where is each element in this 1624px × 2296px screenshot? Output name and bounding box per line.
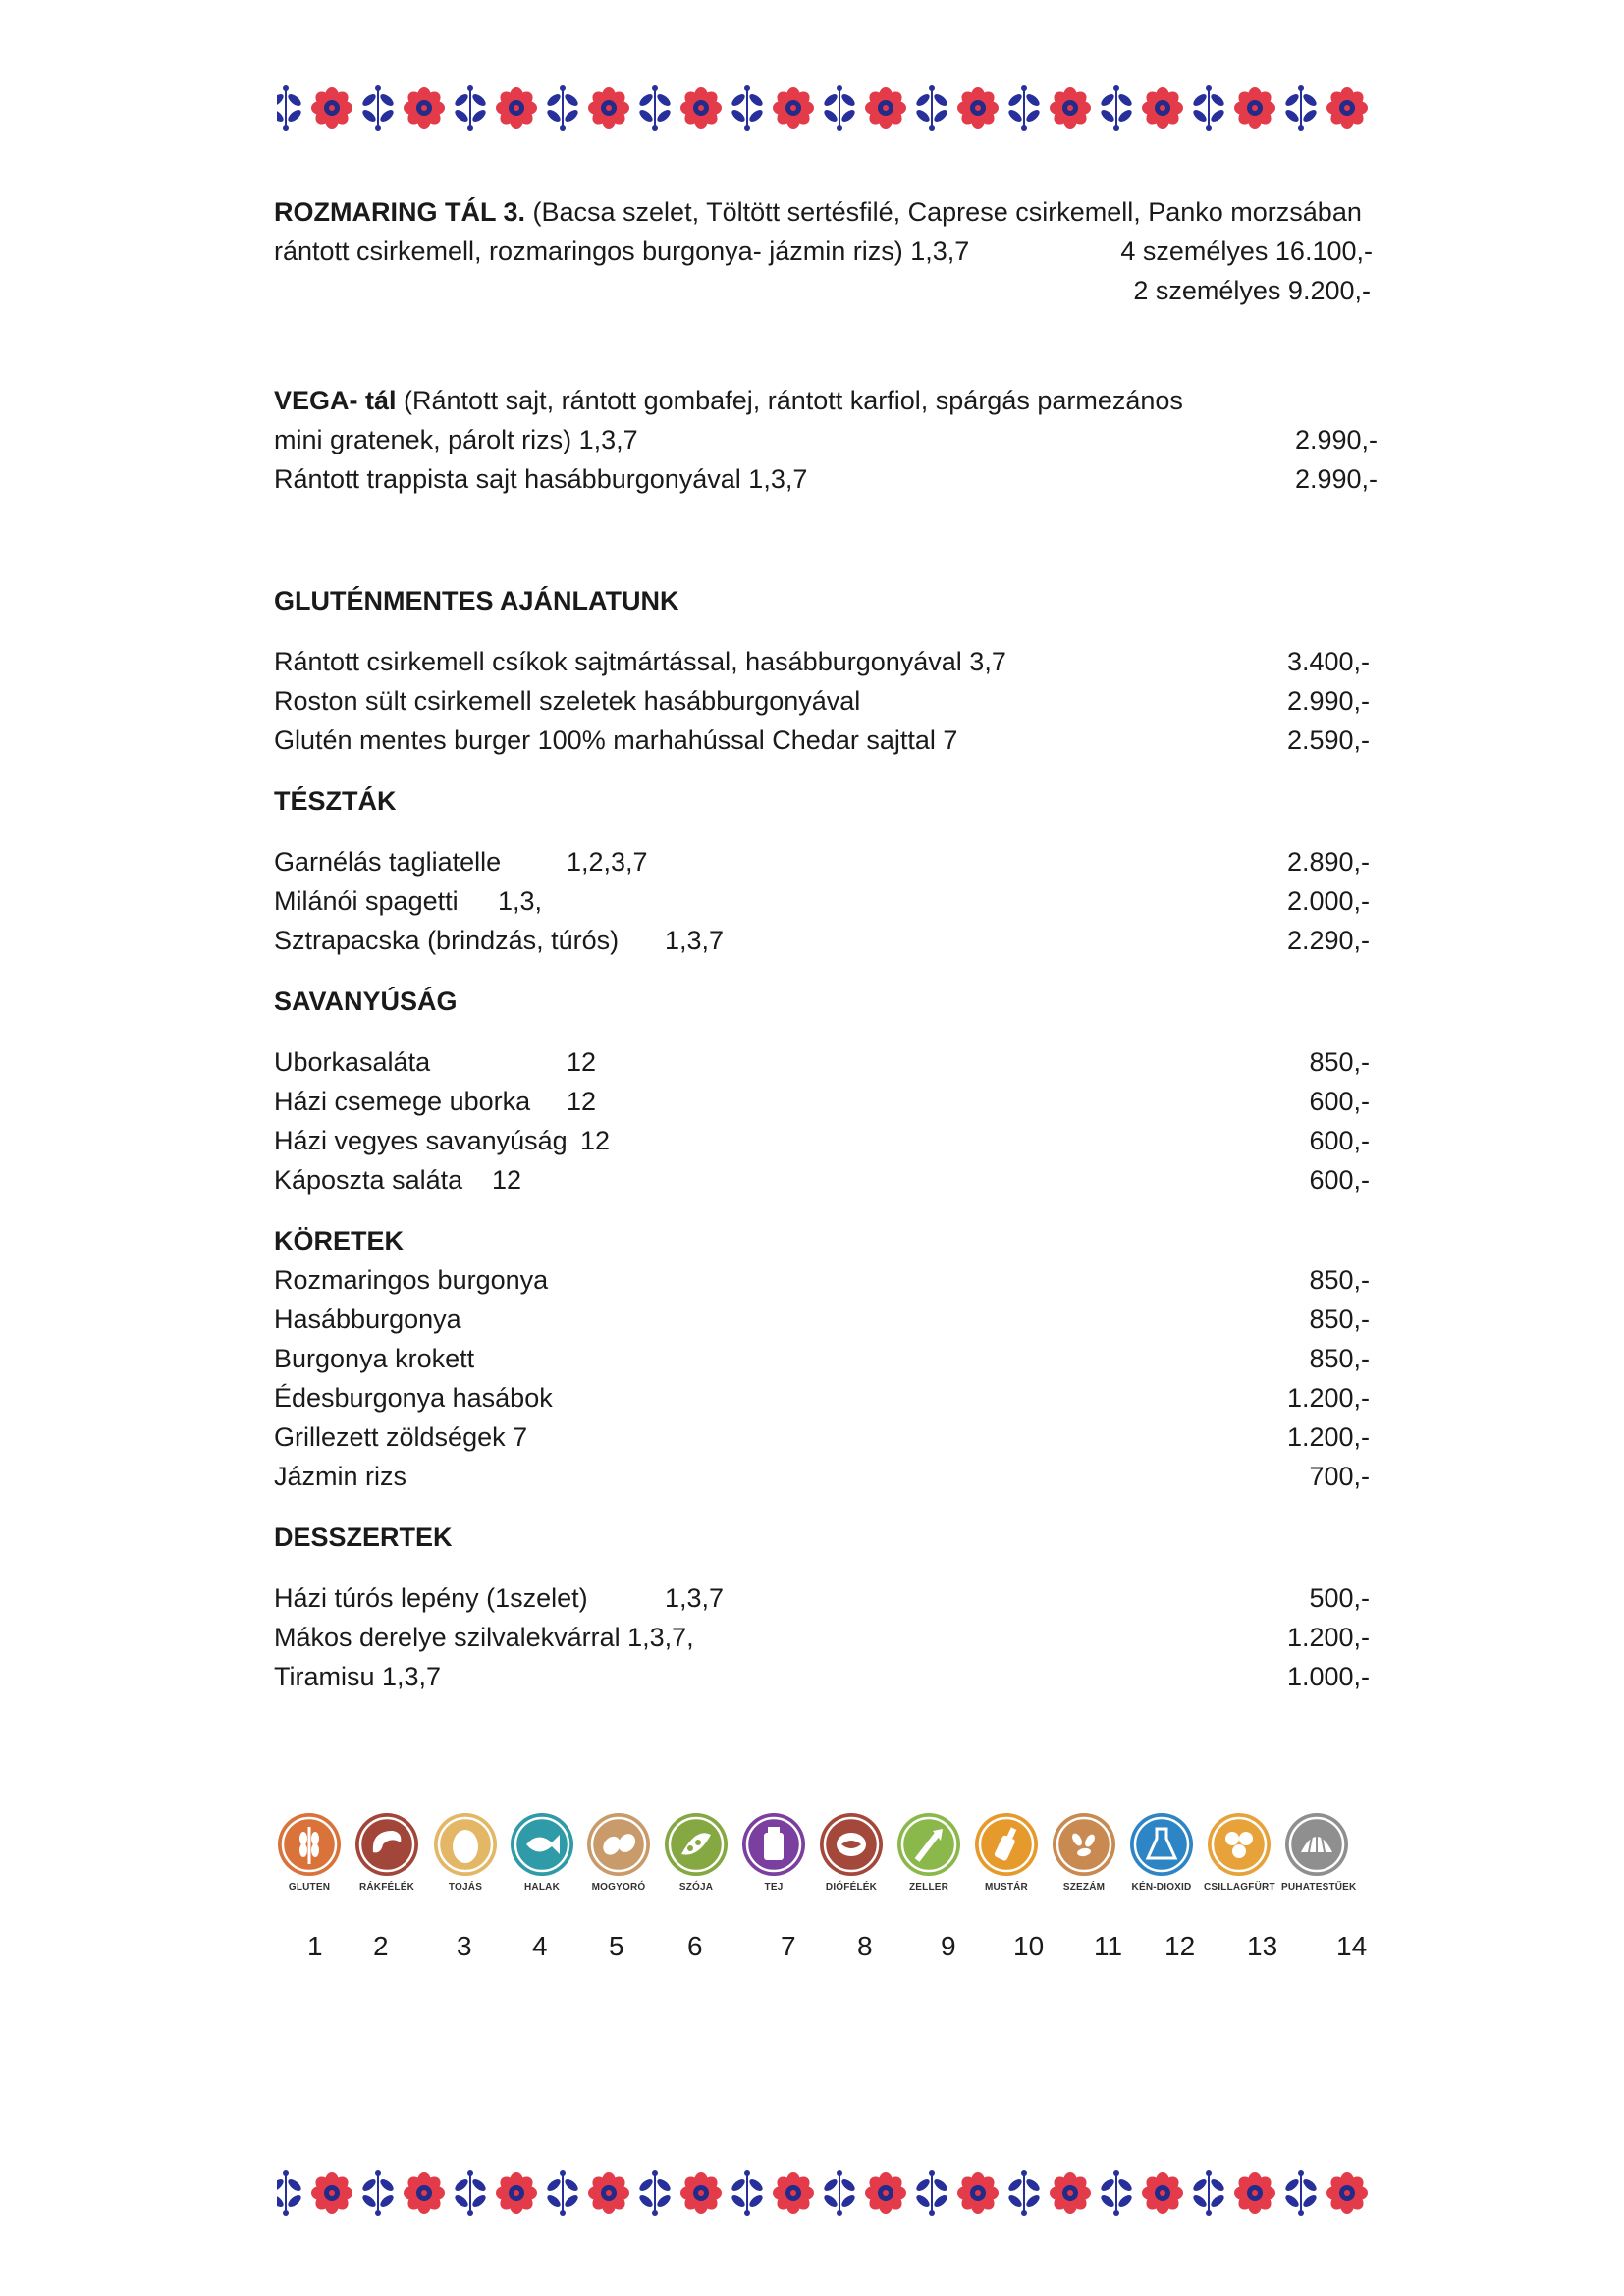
menu-item-name: Roston sült csirkemell szeletek hasábburgonyával <box>274 686 861 716</box>
allergen-label: MUSTÁR <box>985 1882 1028 1893</box>
menu-item-name: Grillezett zöldségek 7 <box>274 1422 528 1452</box>
flower-motif <box>1234 2172 1275 2214</box>
leaf-motif <box>545 85 579 131</box>
lupin-icon <box>1206 1811 1272 1878</box>
menu-item <box>274 842 1378 881</box>
allergen-label: TEJ <box>764 1882 784 1893</box>
flower-motif <box>865 87 906 129</box>
vega-line2 <box>274 420 1378 459</box>
menu-item-price: 500,- <box>1309 1583 1370 1613</box>
menu-item-price: 700,- <box>1309 1462 1370 1491</box>
flower-motif <box>1050 2172 1091 2214</box>
menu-item-price: 600,- <box>1309 1165 1370 1195</box>
allergen-label: SZEZÁM <box>1062 1882 1106 1893</box>
allergen-number: 12 <box>1164 1931 1196 1961</box>
leaf-motif <box>1006 85 1041 131</box>
soy-icon <box>663 1811 730 1878</box>
leaf-motif <box>1099 85 1133 131</box>
allergen-label: PUHATESTŰEK <box>1281 1882 1357 1893</box>
leaf-motif <box>1283 2170 1318 2216</box>
vega-extra <box>274 459 1378 499</box>
folk-border-top <box>277 82 1384 133</box>
wheat-icon <box>276 1811 343 1878</box>
allergen-number: 7 <box>781 1931 796 1961</box>
allergen-label: GLUTEN <box>288 1882 331 1893</box>
menu-item-name: Jázmin rizs <box>274 1462 407 1491</box>
menu-item-name: Édesburgonya hasábok <box>274 1383 553 1413</box>
flower-motif <box>865 2172 906 2214</box>
tesztak-title: TÉSZTÁK <box>274 786 397 816</box>
menu-item-name: Garnélás tagliatelle <box>274 847 502 877</box>
menu-item-name: Milánói spagetti <box>274 886 459 916</box>
nut-icon <box>818 1811 885 1878</box>
menu-item-price: 600,- <box>1309 1087 1370 1116</box>
rozmaring-title: ROZMARING TÁL 3. <box>274 197 525 227</box>
menu-item-price: 850,- <box>1309 1047 1370 1077</box>
menu-item-name: Uborkasaláta <box>274 1047 431 1077</box>
flower-motif <box>680 2172 722 2214</box>
leaf-motif <box>453 2170 487 2216</box>
leaf-motif <box>1006 2170 1041 2216</box>
flower-motif <box>773 2172 814 2214</box>
flower-motif <box>1050 87 1091 129</box>
allergen-number: 4 <box>532 1931 548 1961</box>
menu-item-price: 850,- <box>1309 1305 1370 1334</box>
leaf-motif <box>822 2170 856 2216</box>
celery-icon <box>895 1811 962 1878</box>
menu-item-name: Glutén mentes burger 100% marhahússal Chedar sajttal 7 <box>274 725 958 755</box>
menu-item-price: 2.290,- <box>1286 926 1370 955</box>
glutenmentes-list <box>274 642 1378 760</box>
allergen-label: DIÓFÉLÉK <box>825 1882 878 1893</box>
allergen-number: 10 <box>1013 1931 1045 1961</box>
menu-item-allergens: 1,3, <box>498 886 543 916</box>
leaf-motif <box>1191 2170 1225 2216</box>
allergen-label: KÉN-DIOXID <box>1131 1882 1192 1893</box>
allergen-item <box>583 1811 654 1893</box>
fish-icon <box>509 1811 575 1878</box>
menu-item-price: 600,- <box>1309 1126 1370 1155</box>
allergen-number: 14 <box>1336 1931 1368 1961</box>
rozmaring-price-4: 4 személyes 16.100,- <box>1120 237 1373 266</box>
allergen-label: HALAK <box>524 1882 560 1893</box>
menu-item-allergens: 12 <box>567 1047 597 1077</box>
leaf-motif <box>360 2170 395 2216</box>
allergen-number: 6 <box>687 1931 703 1961</box>
sesame-icon <box>1051 1811 1117 1878</box>
desszertek-title: DESSZERTEK <box>274 1522 453 1552</box>
menu-item-price: 2.990,- <box>1286 686 1370 716</box>
menu-item <box>274 881 1378 921</box>
leaf-motif <box>277 2170 303 2216</box>
menu-page <box>274 192 1378 1696</box>
allergen-item <box>971 1811 1042 1893</box>
allergen-label: CSILLAGFÜRT <box>1204 1882 1275 1893</box>
rozmaring-line3 <box>274 271 1378 310</box>
allergen-item <box>661 1811 731 1893</box>
menu-item-price: 2.890,- <box>1286 847 1370 877</box>
menu-item-name: Hasábburgonya <box>274 1305 461 1334</box>
menu-item <box>274 642 1378 681</box>
flower-motif <box>311 2172 352 2214</box>
menu-item <box>274 1160 1378 1200</box>
allergen-number: 1 <box>307 1931 323 1961</box>
menu-item-price: 3.400,- <box>1286 647 1370 676</box>
flower-motif <box>404 87 445 129</box>
flower-motif <box>496 2172 537 2214</box>
menu-item <box>274 1042 1378 1082</box>
leaf-motif <box>1283 85 1318 131</box>
allergen-number: 2 <box>373 1931 389 1961</box>
menu-item-price: 1.000,- <box>1286 1662 1370 1691</box>
milk-icon <box>740 1811 807 1878</box>
allergen-number: 11 <box>1094 1931 1123 1961</box>
allergen-number: 8 <box>857 1931 873 1961</box>
menu-item <box>274 921 1378 960</box>
menu-item <box>274 721 1378 760</box>
menu-item-price: 2.000,- <box>1286 886 1370 916</box>
menu-item-allergens: 1,3,7 <box>665 1583 725 1613</box>
flower-motif <box>588 2172 629 2214</box>
allergen-item <box>1049 1811 1119 1893</box>
menu-item <box>274 1300 1378 1339</box>
allergen-number: 5 <box>609 1931 624 1961</box>
allergen-item <box>352 1811 422 1893</box>
allergen-label: ZELLER <box>908 1882 949 1893</box>
menu-item-allergens: 12 <box>567 1087 597 1116</box>
tesztak-list <box>274 842 1378 960</box>
flower-motif <box>1234 87 1275 129</box>
allergen-item <box>1281 1811 1357 1893</box>
allergen-item <box>816 1811 887 1893</box>
flower-motif <box>680 87 722 129</box>
egg-icon <box>432 1811 499 1878</box>
flower-motif <box>957 2172 999 2214</box>
allergen-number: 9 <box>941 1931 956 1961</box>
flower-motif <box>404 2172 445 2214</box>
flower-motif <box>773 87 814 129</box>
leaf-motif <box>637 2170 672 2216</box>
flower-motif <box>496 87 537 129</box>
leaf-motif <box>914 2170 948 2216</box>
menu-item <box>274 1417 1378 1457</box>
flower-motif <box>311 87 352 129</box>
leaf-motif <box>730 85 764 131</box>
allergen-item <box>430 1811 501 1893</box>
folk-border-bottom <box>277 2167 1384 2218</box>
flower-motif <box>957 87 999 129</box>
menu-item-name: Házi túrós lepény (1szelet) <box>274 1583 588 1613</box>
mustard-icon <box>973 1811 1040 1878</box>
leaf-motif <box>1191 85 1225 131</box>
menu-item-name: Mákos derelye szilvalekvárral 1,3,7, <box>274 1623 694 1652</box>
flower-motif <box>1142 87 1183 129</box>
flower-motif <box>1326 87 1368 129</box>
menu-item <box>274 1121 1378 1160</box>
allergen-label: MOGYORÓ <box>591 1882 646 1893</box>
desszertek-list <box>274 1578 1378 1696</box>
shell-icon <box>1283 1811 1350 1878</box>
allergen-item <box>738 1811 809 1893</box>
rozmaring-price-2: 2 személyes 9.200,- <box>1133 276 1371 305</box>
allergen-number: 13 <box>1247 1931 1278 1961</box>
vega-desc2: mini gratenek, párolt rizs) 1,3,7 <box>274 425 638 454</box>
menu-item <box>274 1378 1378 1417</box>
leaf-motif <box>637 85 672 131</box>
allergen-item <box>274 1811 345 1893</box>
menu-item-allergens: 12 <box>492 1165 522 1195</box>
leaf-motif <box>277 85 303 131</box>
menu-item-name: Házi vegyes savanyúság <box>274 1126 568 1155</box>
leaf-motif <box>360 85 395 131</box>
menu-item-name: Tiramisu 1,3,7 <box>274 1662 442 1691</box>
menu-item <box>274 1260 1378 1300</box>
koretek-list <box>274 1260 1378 1496</box>
menu-item-price: 850,- <box>1309 1265 1370 1295</box>
menu-item-name: Sztrapacska (brindzás, túrós) <box>274 926 620 955</box>
menu-item-price: 1.200,- <box>1286 1383 1370 1413</box>
savanyusag-title: SAVANYÚSÁG <box>274 987 458 1016</box>
allergen-item <box>507 1811 577 1893</box>
allergen-label: TOJÁS <box>448 1882 483 1893</box>
vega-line1 <box>274 381 1378 420</box>
menu-item-allergens: 1,3,7 <box>665 926 725 955</box>
leaf-motif <box>1099 2170 1133 2216</box>
menu-item <box>274 1339 1378 1378</box>
menu-item-name: Rántott csirkemell csíkok sajtmártással, hasábburgonyával 3,7 <box>274 647 1006 676</box>
menu-item <box>274 1082 1378 1121</box>
savanyusag-list <box>274 1042 1378 1200</box>
menu-item <box>274 1457 1378 1496</box>
peanut-icon <box>585 1811 652 1878</box>
flower-motif <box>588 87 629 129</box>
menu-item <box>274 681 1378 721</box>
menu-item-price: 2.590,- <box>1286 725 1370 755</box>
leaf-motif <box>545 2170 579 2216</box>
vega-title: VEGA- tál <box>274 386 397 415</box>
vega-desc1: (Rántott sajt, rántott gombafej, rántott karfiol, spárgás parmezános <box>396 386 1183 415</box>
menu-item-name: Káposzta saláta <box>274 1165 463 1195</box>
rozmaring-desc1: (Bacsa szelet, Töltött sertésfilé, Caprese csirkemell, Panko morzsában <box>525 197 1362 227</box>
koretek-title: KÖRETEK <box>274 1226 405 1255</box>
leaf-motif <box>914 85 948 131</box>
allergen-item <box>1204 1811 1274 1893</box>
menu-item-price: 850,- <box>1309 1344 1370 1373</box>
vega-price: 2.990,- <box>1294 425 1378 454</box>
menu-item <box>274 1657 1378 1696</box>
leaf-motif <box>822 85 856 131</box>
allergen-number: 3 <box>457 1931 472 1961</box>
menu-item-name: Burgonya krokett <box>274 1344 475 1373</box>
allergen-item <box>1126 1811 1197 1893</box>
vega-extra-price: 2.990,- <box>1294 464 1378 494</box>
allergen-label: RÁKFÉLÉK <box>358 1882 415 1893</box>
menu-item-name: Házi csemege uborka <box>274 1087 531 1116</box>
flower-motif <box>1326 2172 1368 2214</box>
menu-item <box>274 1578 1378 1618</box>
allergen-label: SZÓJA <box>678 1882 714 1893</box>
menu-item-price: 1.200,- <box>1286 1422 1370 1452</box>
menu-item-name: Rozmaringos burgonya <box>274 1265 549 1295</box>
menu-item <box>274 1618 1378 1657</box>
leaf-motif <box>730 2170 764 2216</box>
shrimp-icon <box>353 1811 420 1878</box>
menu-item-allergens: 12 <box>580 1126 611 1155</box>
menu-item-allergens: 1,2,3,7 <box>567 847 648 877</box>
menu-item-price: 1.200,- <box>1286 1623 1370 1652</box>
leaf-motif <box>453 85 487 131</box>
flower-motif <box>1142 2172 1183 2214</box>
rozmaring-line2 <box>274 232 1378 271</box>
allergen-item <box>893 1811 964 1893</box>
allergen-legend <box>274 1811 1383 1919</box>
glutenmentes-title: GLUTÉNMENTES AJÁNLATUNK <box>274 586 679 615</box>
vega-extra-name: Rántott trappista sajt hasábburgonyával 1,3,7 <box>274 464 808 494</box>
rozmaring-desc2: rántott csirkemell, rozmaringos burgonya- jázmin rizs) 1,3,7 <box>274 237 970 266</box>
rozmaring-line1 <box>274 192 1378 232</box>
sulphite-icon <box>1128 1811 1195 1878</box>
